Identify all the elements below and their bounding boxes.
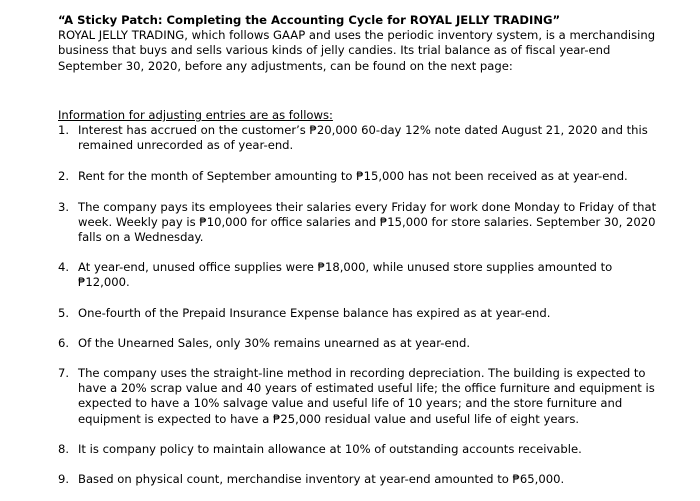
item-text: One-fourth of the Prepaid Insurance Expense balance has expired as at year-end. [78, 305, 551, 320]
item-number: 5. [58, 305, 70, 320]
adjusting-entries-list [58, 123, 658, 487]
item-text: Rent for the month of September amounting to ₱15,000 has not been received as at year-end. [78, 169, 628, 184]
intro-paragraph: ROYAL JELLY TRADING, which follows GAAP and uses the periodic inventory system, is a merchandising business that buys and sells various kinds of jelly candies. Its trial balance as of fiscal year-end September 30, 2020, before any adjustments, can be found on the next page: [58, 28, 656, 73]
item-number: 8. [58, 441, 70, 456]
item-text: It is company policy to maintain allowance at 10% of outstanding accounts receivable. [78, 441, 582, 456]
item-text: The company uses the straight-line method in recording depreciation. The building is expected to have a 20% scrap value and 40 years of estimated useful life; the office furniture and equipment is expected to have a 10% salvage value and useful life of 10 years; and the store furniture and equipment is expected to have a ₱25,000 residual value and useful life of eight years. [78, 366, 655, 426]
list-item [58, 306, 658, 321]
item-number: 4. [58, 260, 70, 275]
item-text: Of the Unearned Sales, only 30% remains unearned as at year-end. [78, 335, 471, 350]
item-number: 6. [58, 335, 70, 350]
list-item [58, 336, 658, 351]
document-header [58, 13, 678, 74]
item-text: The company pays its employees their salaries every Friday for work done Monday to Friday of that week. Weekly pay is ₱10,000 for office salaries and ₱15,000 for store salaries. September 30, 2020 falls on a Wednesday. [78, 199, 657, 245]
item-text: Interest has accrued on the customer’s ₱20,000 60-day 12% note dated August 21, 2020 and this remained unrecorded as of year-end. [78, 123, 648, 153]
item-number: 7. [58, 366, 70, 381]
list-item [58, 366, 658, 427]
document-title: “A Sticky Patch: Completing the Accounting Cycle for ROYAL JELLY TRADING” [58, 13, 561, 27]
item-number: 3. [58, 199, 70, 214]
item-text: Based on physical count, merchandise inventory at year-end amounted to ₱65,000. [78, 472, 565, 487]
list-item [58, 442, 658, 457]
list-item [58, 123, 658, 153]
list-item [58, 200, 658, 246]
list-item [58, 169, 658, 184]
list-item [58, 472, 658, 487]
item-number: 1. [58, 123, 70, 137]
info-heading: Information for adjusting entries are as follows: [58, 108, 333, 122]
item-text: At year-end, unused office supplies were ₱18,000, while unused store supplies amounted to ₱12,000. [78, 260, 613, 290]
list-item [58, 260, 658, 290]
item-number: 2. [58, 169, 70, 184]
item-number: 9. [58, 472, 70, 487]
